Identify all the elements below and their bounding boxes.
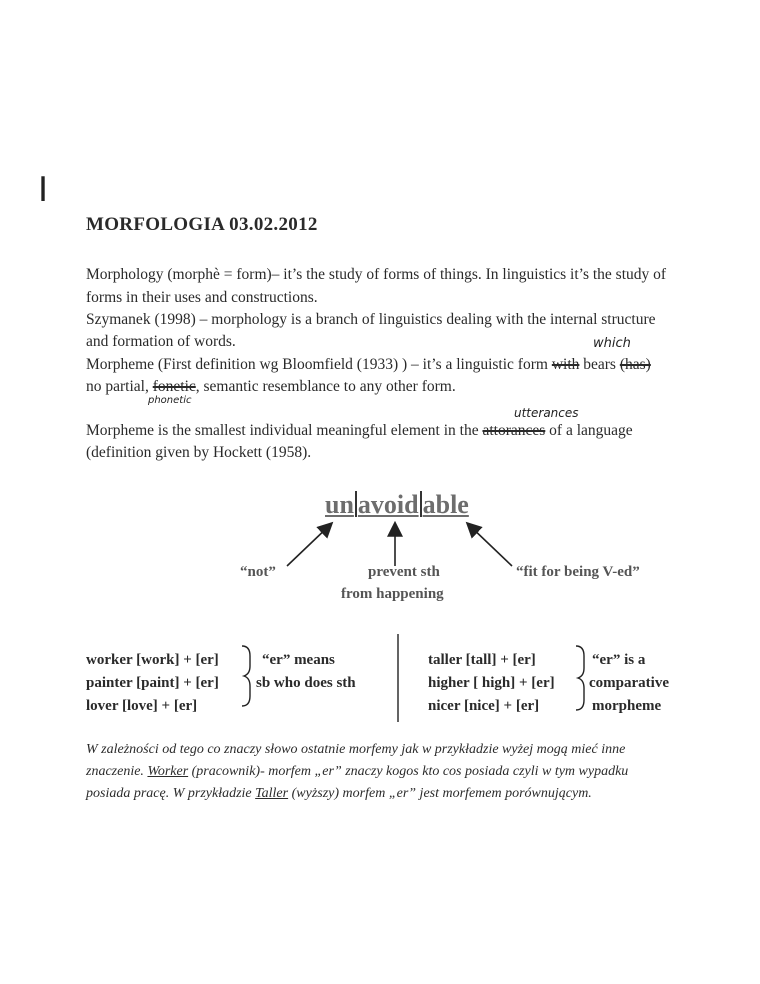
example-right-note-1: “er” is a [592, 652, 646, 668]
polish-line-2 [86, 764, 628, 780]
example-left-row-2: painter [paint] + [er] [86, 675, 219, 691]
polish-line-3-text-b: (wyższy) morfem „er” jest morfemem porównującym. [288, 786, 592, 801]
label-fit-for-being-ved: “fit for being V-ed” [516, 564, 640, 580]
intro-line-6-text-a: no partial, [86, 378, 153, 395]
example-right-note-3: morpheme [592, 698, 662, 714]
right-brace [576, 646, 584, 710]
example-left-row-3: lover [love] + [er] [86, 698, 198, 714]
label-not: “not” [240, 564, 276, 580]
struck-word-attorances: attorances [482, 422, 546, 439]
label-prevent-line-2: from happening [341, 586, 444, 602]
example-right-row-2: higher [ high] + [er] [428, 675, 555, 691]
handwritten-phonetic: phonetic [148, 395, 192, 406]
intro-line-6-text-b: , semantic resemblance to any other form. [195, 378, 456, 395]
example-left-row-1: worker [work] + [er] [86, 652, 219, 668]
polish-line-3 [86, 786, 592, 802]
handwritten-which: which [593, 336, 631, 351]
intro-line-5-text-a: Morpheme (First definition wg Bloomfield (1933) ) – it’s a linguistic form [86, 356, 552, 373]
label-prevent-line-1: prevent sth [368, 564, 440, 580]
left-brace [242, 646, 250, 706]
intro-line-8: (definition given by Hockett (1958). [86, 444, 312, 461]
polish-line-2-text-b: (pracownik)- morfem „er” znaczy kogos kto cos posiada czyli w tym wypadku [188, 764, 629, 779]
struck-word-has: (has) [619, 356, 651, 373]
intro-line-4: and formation of words. [86, 333, 236, 350]
page-number-mark: I [38, 170, 49, 210]
intro-line-1: Morphology (morphè = form)– it’s the study of forms of things. In linguistics it’s the study of [86, 266, 667, 283]
intro-line-2: forms in their uses and constructions. [86, 289, 318, 306]
arrow-to-un [287, 524, 331, 566]
intro-line-7-text-b: of a language [545, 422, 633, 439]
underlined-worker: Worker [147, 764, 189, 779]
morpheme-un: un [325, 490, 354, 519]
example-right-note-2: comparative [589, 675, 669, 691]
polish-line-2-text-a: znaczenie. [86, 764, 148, 779]
struck-word-fonetic: fonetic [152, 378, 196, 395]
example-right-row-1: taller [tall] + [er] [428, 652, 536, 668]
arrow-to-able [468, 524, 512, 566]
morpheme-able: able [422, 490, 469, 519]
intro-line-3: Szymanek (1998) – morphology is a branch of linguistics dealing with the internal structure [86, 311, 656, 328]
example-right-row-3: nicer [nice] + [er] [428, 698, 540, 714]
underlined-taller: Taller [255, 786, 289, 801]
page-title: MORFOLOGIA 03.02.2012 [86, 214, 318, 235]
intro-line-5-text-b: bears [579, 356, 620, 373]
polish-line-3-text-a: posiada pracę. W przykładzie [86, 786, 256, 801]
polish-line-1: W zależności od tego co znaczy słowo ostatnie morfemy jak w przykładzie wyżej mogą mieć inne [86, 742, 626, 757]
handwritten-utterances: utterances [514, 406, 579, 420]
struck-word-with: with [551, 356, 580, 373]
example-left-note-1: “er” means [262, 652, 335, 668]
intro-line-7-text-a: Morpheme is the smallest individual meaningful element in the [86, 422, 483, 439]
morpheme-avoid: avoid [357, 490, 419, 519]
example-left-note-2: sb who does sth [256, 675, 356, 691]
